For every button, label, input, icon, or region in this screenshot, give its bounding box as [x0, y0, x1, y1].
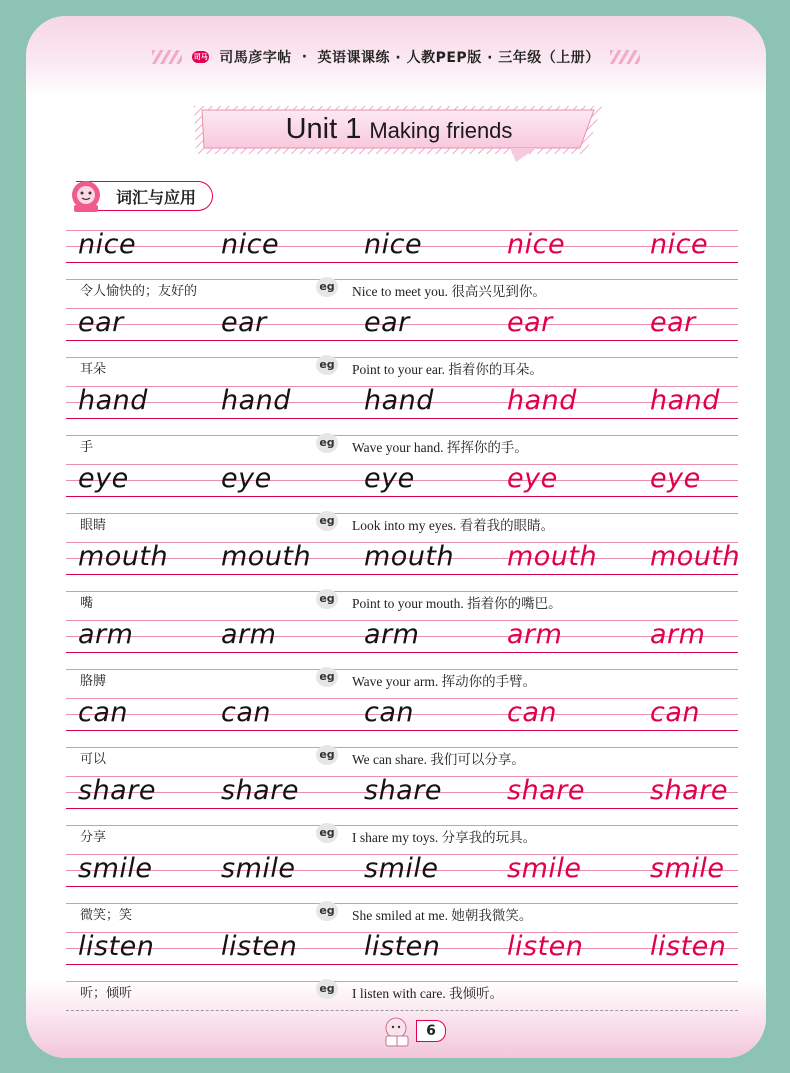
model-word: nice: [78, 229, 137, 260]
model-word: hand: [221, 385, 291, 416]
model-word: mouth: [364, 541, 455, 572]
unit-heading: [190, 113, 608, 146]
footer-divider: [66, 1010, 738, 1011]
unit-number: Unit 1: [285, 113, 362, 145]
model-word: listen: [78, 931, 155, 962]
model-word: can: [221, 697, 272, 728]
vocab-row: [66, 300, 738, 378]
vocab-row: [66, 612, 738, 690]
vocab-row: [66, 846, 738, 924]
vocabulary-list: [66, 222, 741, 1002]
example-sentence: She smiled at me. 她朝我微笑。: [352, 908, 533, 923]
trace-word: listen: [650, 931, 727, 962]
workbook-page: [26, 16, 766, 1058]
word-meaning: 微笑；笑: [80, 908, 133, 923]
model-word: mouth: [78, 541, 169, 572]
vocab-row: [66, 534, 741, 612]
eg-badge-icon: eg: [316, 667, 338, 687]
word-meaning: 眼睛: [80, 518, 107, 533]
word-meaning: 分享: [80, 830, 107, 845]
model-word: listen: [364, 931, 441, 962]
trace-word: mouth: [507, 541, 598, 572]
eg-badge-icon: eg: [316, 589, 338, 609]
trace-word: hand: [650, 385, 720, 416]
model-word: can: [78, 697, 129, 728]
model-word: eye: [364, 463, 415, 494]
trace-word: can: [507, 697, 558, 728]
vocab-row: [66, 378, 738, 456]
trace-word: arm: [507, 619, 563, 650]
model-word: ear: [221, 307, 267, 338]
unit-title-banner: [190, 102, 608, 158]
model-word: eye: [221, 463, 272, 494]
eg-badge-icon: eg: [316, 355, 338, 375]
word-meaning: 可以: [80, 752, 107, 767]
trace-word: eye: [507, 463, 558, 494]
example-sentence: I share my toys. 分享我的玩具。: [352, 830, 537, 845]
book-title: 英语课课练 · 人教PEP版 · 三年级（上册）: [317, 50, 600, 66]
model-word: listen: [221, 931, 298, 962]
section-heading: [66, 180, 213, 212]
trace-word: can: [650, 697, 701, 728]
example-sentence: Point to your ear. 指着你的耳朵。: [352, 362, 543, 377]
example-sentence: I listen with care. 我倾听。: [352, 986, 504, 1001]
page-number: 6: [416, 1020, 446, 1042]
vocab-row: [66, 222, 738, 300]
model-word: share: [364, 775, 442, 806]
eg-badge-icon: eg: [316, 433, 338, 453]
model-word: arm: [364, 619, 420, 650]
example-sentence: Look into my eyes. 看着我的眼睛。: [352, 518, 555, 533]
trace-word: ear: [507, 307, 553, 338]
trace-word: ear: [650, 307, 696, 338]
trace-word: share: [650, 775, 728, 806]
model-word: share: [78, 775, 156, 806]
model-word: arm: [78, 619, 134, 650]
example-sentence: We can share. 我们可以分享。: [352, 752, 525, 767]
trace-word: share: [507, 775, 585, 806]
model-word: share: [221, 775, 299, 806]
example-sentence: Nice to meet you. 很高兴见到你。: [352, 284, 546, 299]
model-word: arm: [221, 619, 277, 650]
header-stripes-left: [152, 50, 182, 64]
trace-word: eye: [650, 463, 701, 494]
model-word: smile: [78, 853, 153, 884]
word-meaning: 嘴: [80, 596, 94, 611]
word-meaning: 手: [80, 440, 94, 455]
example-sentence: Wave your arm. 挥动你的手臂。: [352, 674, 537, 689]
model-word: can: [364, 697, 415, 728]
brand-logo-icon: 司马: [193, 53, 208, 61]
model-word: ear: [78, 307, 124, 338]
vocab-row: [66, 768, 738, 846]
trace-word: nice: [650, 229, 709, 260]
model-word: nice: [364, 229, 423, 260]
unit-name: Making friends: [369, 118, 513, 143]
model-word: mouth: [221, 541, 312, 572]
trace-word: nice: [507, 229, 566, 260]
header-separator: ·: [301, 49, 308, 65]
header-stripes-right: [610, 50, 640, 64]
model-word: hand: [364, 385, 434, 416]
example-sentence: Point to your mouth. 指着你的嘴巴。: [352, 596, 562, 611]
word-meaning: 耳朵: [80, 362, 107, 377]
model-word: hand: [78, 385, 148, 416]
model-word: ear: [364, 307, 410, 338]
trace-word: listen: [507, 931, 584, 962]
model-word: eye: [78, 463, 129, 494]
eg-badge-icon: eg: [316, 823, 338, 843]
trace-word: smile: [650, 853, 725, 884]
word-meaning: 胳膊: [80, 674, 107, 689]
eg-badge-icon: eg: [316, 901, 338, 921]
mascot-reading-icon: [378, 1014, 418, 1048]
eg-badge-icon: eg: [316, 745, 338, 765]
vocab-row: [66, 456, 738, 534]
section-label: 词汇与应用: [76, 181, 213, 211]
page-header: [26, 44, 766, 70]
trace-word: smile: [507, 853, 582, 884]
model-word: smile: [221, 853, 296, 884]
trace-word: hand: [507, 385, 577, 416]
trace-word: arm: [650, 619, 706, 650]
lion-mascot-icon: [66, 179, 106, 213]
trace-word: mouth: [650, 541, 741, 572]
brand-name: 司馬彦字帖: [219, 50, 292, 66]
eg-badge-icon: eg: [316, 277, 338, 297]
vocab-row: [66, 924, 738, 1002]
vocab-row: [66, 690, 738, 768]
word-meaning: 令人愉快的；友好的: [80, 284, 198, 299]
model-word: nice: [221, 229, 280, 260]
eg-badge-icon: eg: [316, 511, 338, 531]
example-sentence: Wave your hand. 挥挥你的手。: [352, 440, 528, 455]
page-number-area: [378, 1014, 468, 1048]
eg-badge-icon: eg: [316, 979, 338, 999]
word-meaning: 听；倾听: [80, 986, 133, 1001]
model-word: smile: [364, 853, 439, 884]
